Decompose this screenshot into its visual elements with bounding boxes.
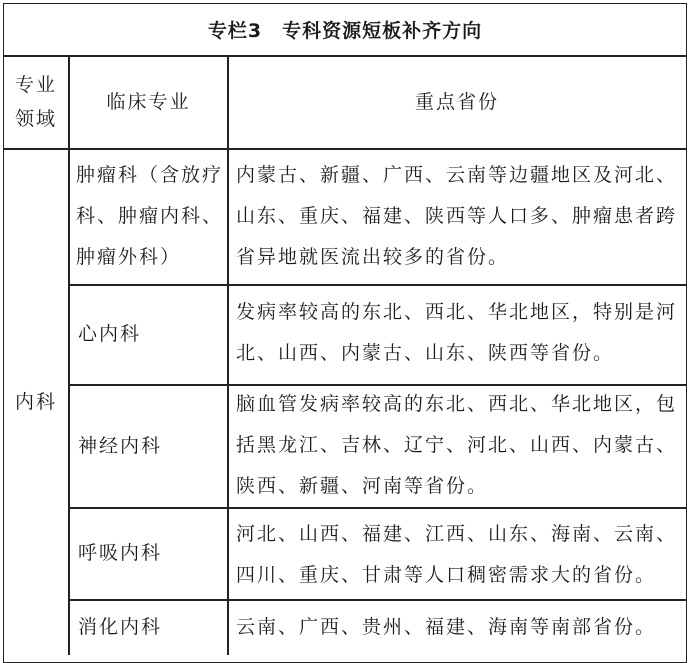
row-1-provinces: 内蒙古、新疆、广西、云南等边疆地区及河北、山东、重庆、福建、陕西等人口多、肿瘤患者跨省异地就医流出较多的省份。 bbox=[236, 164, 678, 268]
header-field bbox=[4, 57, 68, 147]
row-3-specialty-text: 神经内科 bbox=[78, 434, 163, 457]
row-2-specialty bbox=[70, 286, 227, 383]
row-4-provinces: 河北、山西、福建、江西、山东、海南、云南、四川、重庆、甘肃等人口稠密需求大的省份。 bbox=[236, 523, 678, 586]
row-2-specialty-text: 心内科 bbox=[78, 323, 142, 345]
row-5-provinces: 云南、广西、贵州、福建、海南等南部省份。 bbox=[236, 616, 657, 638]
row-1-specialty: 肿瘤科（含放疗科、肿瘤内科、肿瘤外科） bbox=[76, 164, 224, 268]
row-3-specialty bbox=[70, 386, 227, 506]
header-provinces: 重点省份 bbox=[414, 90, 499, 113]
row-2-provinces: 发病率较高的东北、西北、华北地区，特别是河北、山西、内蒙古、山东、陕西等省份。 bbox=[236, 301, 678, 364]
header-specialty: 临床专业 bbox=[106, 90, 191, 113]
rule-under-header bbox=[3, 148, 687, 150]
row-4-specialty bbox=[70, 509, 227, 598]
field-cell: 内科 bbox=[14, 391, 57, 413]
rule-row-4 bbox=[68, 599, 687, 601]
table-title: 专栏3 专科资源短板补齐方向 bbox=[207, 19, 483, 42]
header-field-line2: 领域 bbox=[14, 108, 57, 130]
row-5-specialty: 消化内科 bbox=[78, 616, 163, 638]
row-3-provinces: 脑血管发病率较高的东北、西北、华北地区，包括黑龙江、吉林、辽宁、河北、山西、内蒙古、陕西、新疆、河南等省份。 bbox=[236, 393, 678, 497]
header-field-line1: 专业 bbox=[14, 74, 57, 96]
row-4-specialty-text: 呼吸内科 bbox=[78, 542, 163, 564]
